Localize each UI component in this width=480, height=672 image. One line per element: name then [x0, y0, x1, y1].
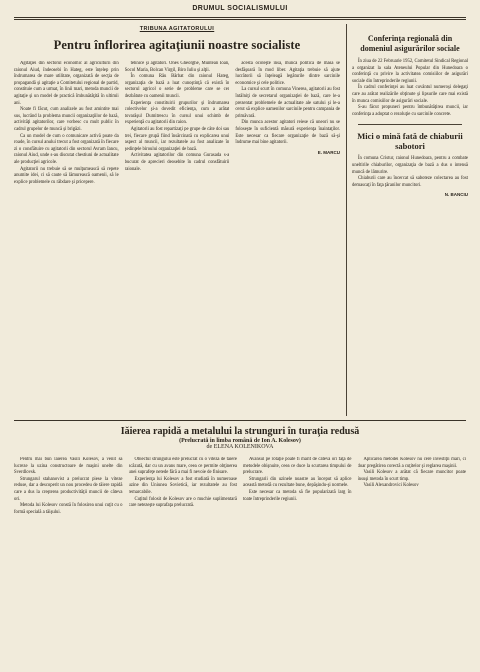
- bottom-byline: de ELENA KOLENIKOVA: [206, 444, 274, 450]
- paragraph: Agitaţiei din sectorul economic al agriculturii din raionul Aiud, îndeosebi în Hateg, este înțelep prin îndrumarea de mare utilitate, organizată de secţia de propagandă şi agitaţie a Comitetului regional de partid, constituie cum a urmat, în linii mari, metoda muncii de agitaţie şi un model de practică îmbunătăţită în ultimii ani.: [14, 61, 119, 106]
- paragraph: Este necesar ca metoda să fie popularizată larg în toate întreprinderile regiunii.: [243, 489, 352, 502]
- masthead-rule: [14, 17, 466, 18]
- sidebar-headline-1: Conferinţa regională din domeniul asigurărilor sociale: [360, 34, 460, 53]
- paragraph: Experienţa lui Kolesov a fost studiată în numeroase uzine din Uniunea Sovietică, iar rezultatele au fost remarcabile.: [128, 476, 237, 495]
- column-divider: [346, 24, 347, 416]
- article-column-2: [125, 61, 230, 409]
- paragraph: Pentru mai bun lăierea Vasili Kolesov, a venit să lucreze la uzina constructoare de maşini unelte din Sverdlovsk.: [14, 457, 123, 476]
- bottom-subhead: (Prelucrată in limba română de Ion A. Kolesov): [179, 438, 301, 444]
- paragraph: Din munca acestor agitatori reiese că uneori nu se foloseşte în suficientă măsură experienţa înaintaţilor. Este necesar ca fiecare organizaţie de bază să-şi îndrume mai bine agitatorii.: [235, 120, 340, 146]
- sidebar-text-1: [352, 59, 468, 118]
- paragraph: acesta ocoleşte însă, munca politică de masă se desfăşoară în mod liber. Agitaţia trebuie să ajute lucrătorii să înţeleagă legăturile dintre sarcinile economice şi cele politice.: [235, 61, 340, 86]
- article-headline: Pentru înflorirea agitaţiunii noastre socialiste: [53, 38, 301, 52]
- paragraph: Agitatorii nu trebuie să se mulţumească să repete anumite idei, ci să caute să lămurească oamenii, să le explice problemele cu răbdare şi pricepere.: [14, 166, 119, 185]
- paragraph: Agitatorii au fost repartizaţi pe grupe de câte doi sau trei, fiecare grupă fiind însărcinată cu explicarea unui aspect al muncii, iar rezultatele au fost analizate în şedinţele biroului organizaţiei de bază.: [124, 126, 230, 152]
- paragraph: Avansul pe rotaţie poate fi mărit de câteva ori faţă de metodele obişnuite, ceea ce duce la scurtarea timpului de prelucrare.: [243, 457, 352, 476]
- bottom-columns: [14, 457, 466, 665]
- paragraph: La cursul scurt în comuna Vinerea, agitatorii au fost întâlniţi de secretarul organizaţiei de bază, care le-a prezentat problemele de actualitate ale satului şi le-a cerut să explice oamenilor sarcinile pentru campania de primăvară.: [235, 87, 340, 119]
- bottom-headline: Iăierea rapidă a metalului la strunguri în turaţia redusă: [120, 426, 360, 437]
- section-divider: [14, 420, 466, 421]
- paragraph: În cadrul conferinţei au luat cuvântul numeroşi delegaţi care au arătat realizările obţinute şi lipsurile care mai există în munca comisiilor de asigurări sociale.: [352, 85, 468, 104]
- paragraph: În comuna Cristur, raionul Hunedoara, pentru a combate uneltirile chiaburilor, organizaţia de bază a dus o intensă muncă de lămurire.: [352, 156, 468, 175]
- author-signature: N. BANCIU: [444, 192, 468, 198]
- paragraph: Strungarul stahanovist a prelucrat piese la viteze reduse, dar a descoperit un nou procedeu de tăiere rapidă care a dus la creşterea productivităţii muncii de câteva ori.: [14, 476, 123, 502]
- paragraph: Experienţa constituirii grupurilor şi îndrumarea colectivelor şi-a dovedit eficienţa, cum a arătat tovarăşul Dumitrescu în cursul unui schimb de experienţă cu agitatorii din raion.: [124, 100, 230, 126]
- paragraph: Cuţitul folosit de Kolesov are o muchie suplimentară care netezeşte suprafaţa prelucrată.: [128, 496, 237, 509]
- paragraph: tehnice şi agitatori. Ones Gheorghe, Muntean Ioan, Socol Maria, Bolcan Virgil, Biro Iuliu şi alţii.: [124, 61, 230, 73]
- paragraph: Strungarii din uzinele noastre au început să aplice această metodă cu rezultate bune, depăşindu-şi normele.: [243, 476, 352, 489]
- paragraph: Activitatea agitatorilor din comuna Gurasada s-a bucurat de aprecieri deosebite în cadrul consfătuirii raionale.: [124, 153, 230, 172]
- bottom-article: [14, 425, 466, 668]
- paragraph: S-au făcut propuneri pentru îmbunătăţirea muncii, iar conferinţa a adoptat o rezoluţie cu sarcinile concrete.: [352, 105, 468, 117]
- article-column-3: [235, 61, 340, 409]
- paragraph: Chiaburii care au încercat să saboteze colectarea au fost demascaţi în faţa ţăranilor muncitori.: [352, 176, 468, 188]
- bottom-column-4: [358, 457, 467, 665]
- bottom-column-3: [243, 457, 352, 665]
- bottom-column-2: [129, 457, 238, 665]
- paragraph: Aplicarea metodei Kolesov nu cere investiţii mari, ci doar pregătirea corectă a cuţitelor şi reglarea maşinii.: [357, 457, 466, 469]
- masthead: DRUMUL SOCIALISMULUI: [192, 5, 288, 12]
- article-column-1: [14, 61, 119, 409]
- paragraph: Noate fi făcut, cum analizele au fost amintite mai sus, lucrând la problema muncii organizaţiilor de bază, activităţi agitatorilor, care vorbesc cu mult public în cadrul grupelor de muncă şi brigăzi.: [14, 107, 119, 132]
- paragraph: Vasili Kolesov a arătat că fiecare muncitor poate însuşi metoda în scurt timp.: [357, 470, 466, 482]
- paragraph: Metoda lui Kolesov constă în folosirea unui cuţit cu o formă specială a tăişului.: [14, 503, 123, 515]
- article-rubric: TRIBUNA AGITATORULUI: [139, 26, 215, 32]
- article-columns: [14, 61, 340, 409]
- main-article: [14, 24, 340, 416]
- bottom-column-1: [14, 457, 123, 665]
- paragraph: În ziua de 22 Februarie 1952, Comitetul Sindical Regional a organizat la sala Ateneului Popular din Hunedoara o conferinţă cu privire la activitatea comisiilor de asigurări sociale din întreprinderile regiunii.: [352, 59, 468, 84]
- paragraph: În comuna Râu Bărbat din raionul Hateg, organizaţia de bază a luat cunoştinţă că există în sectorul agricol o serie de probleme care se cer dezbătute cu oamenii muncii.: [124, 74, 230, 99]
- sidebar-headline-2: Mici o mină fată de chiaburii sabotori: [357, 131, 463, 152]
- sidebar-separator: [358, 124, 462, 125]
- sidebar-articles: [352, 24, 468, 416]
- masthead-rule-thin: [14, 19, 466, 20]
- paragraph: Vasili Alexandrovici Kolesov: [363, 483, 419, 489]
- author-signature: E. MARCU: [317, 149, 340, 155]
- sidebar-text-2: [352, 156, 468, 199]
- paragraph: Obiectul strungului este prelucrat cu o viteză de tăiere scăzută, dar cu un avans mare, ceea ce permite obţinerea unei suprafeţe netede fără a mai fi nevoie de finisare.: [128, 457, 237, 476]
- paragraph: Ca un model de cum o comunicare activă poate da roade, în cursul anului trecut a fost organizată în fiecare zi o consfătuire cu agitatorii din sectorul Avram Iancu, raionul Aiud, unde s-au discutat chestiuni de actualitate ale producţiei agricole.: [14, 133, 119, 165]
